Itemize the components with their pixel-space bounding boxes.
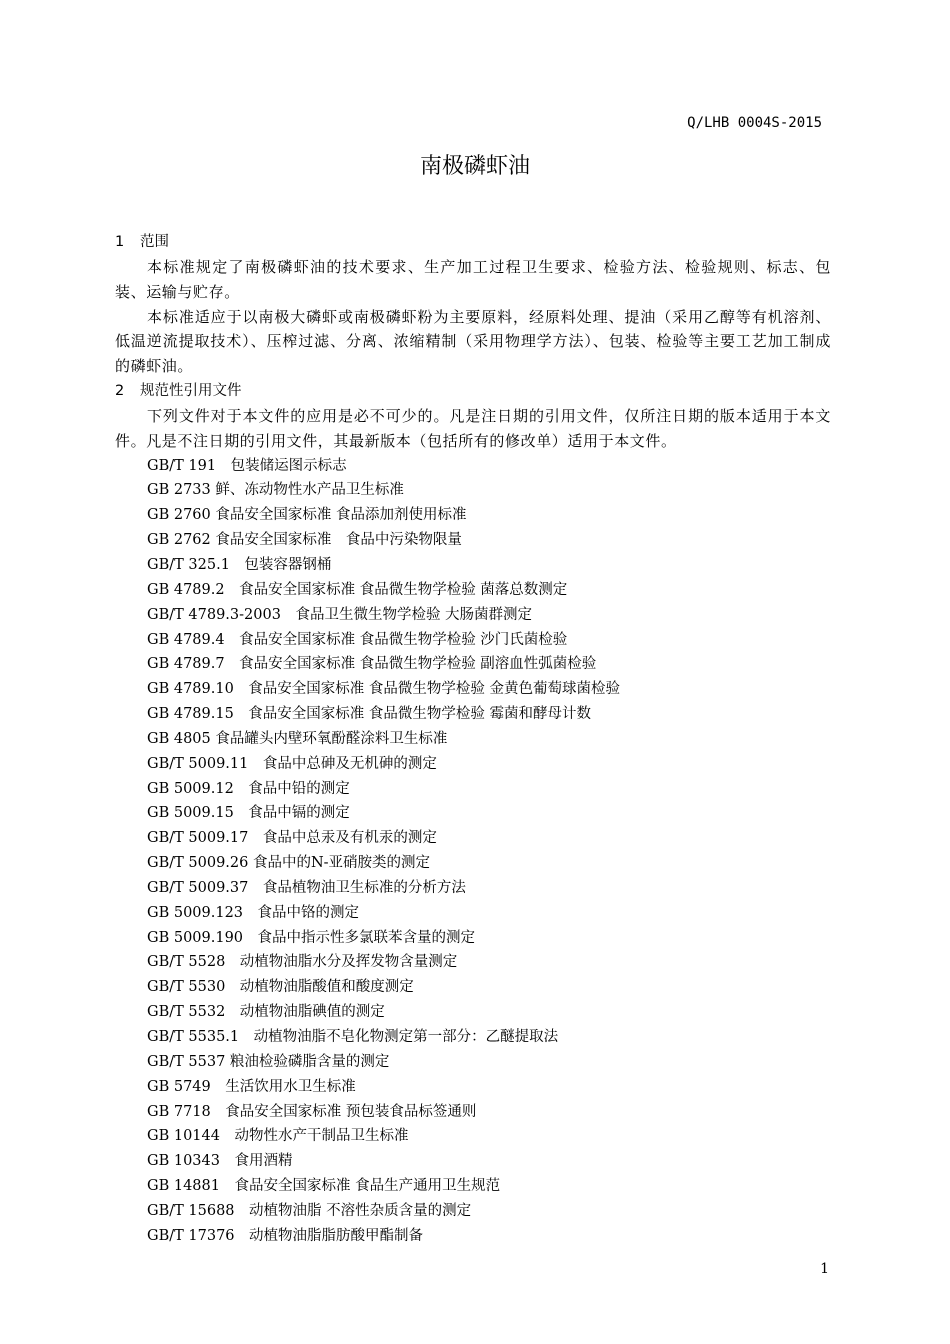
- reference-item: GB 2733 鲜、冻动物性水产品卫生标准: [147, 482, 404, 499]
- references-intro-paragraph: 下列文件对于本文件的应用是必不可少的。凡是注日期的引用文件，仅所注日期的版本适用于本文件。凡是不注日期的引用文件，其最新版本（包括所有的修改单）适用于本文件。: [115, 406, 831, 450]
- reference-item: GB 5009.123 食品中铬的测定: [147, 904, 360, 921]
- reference-item: GB 14881 食品安全国家标准 食品生产通用卫生规范: [147, 1178, 501, 1195]
- page-number: 1: [820, 1261, 829, 1277]
- reference-item: GB 2760 食品安全国家标准 食品添加剂使用标准: [147, 507, 467, 524]
- document-body: [115, 230, 831, 1249]
- document-code: Q/LHB 0004S-2015: [687, 115, 822, 131]
- reference-item: GB 4789.15 食品安全国家标准 食品微生物学检验 霉菌和酵母计数: [147, 706, 592, 723]
- reference-item: GB/T 17376 动植物油脂脂肪酸甲酯制备: [147, 1227, 424, 1244]
- reference-item: GB/T 4789.3-2003 食品卫生微生物学检验 大肠菌群测定: [147, 606, 533, 623]
- document-title: 南极磷虾油: [419, 154, 530, 179]
- reference-item: GB/T 5009.37 食品植物油卫生标准的分析方法: [147, 879, 466, 896]
- reference-item: GB/T 5535.1 动植物油脂不皂化物测定第一部分：乙醚提取法: [147, 1029, 559, 1045]
- section-heading-normative-references: [115, 379, 831, 404]
- reference-item: GB 5009.15 食品中镉的测定: [147, 805, 350, 822]
- section-number: 1: [115, 234, 125, 250]
- section-title: 范围: [140, 234, 169, 250]
- reference-item: GB/T 5528 动植物油脂水分及挥发物含量测定: [147, 954, 458, 971]
- reference-item: GB/T 5009.17 食品中总汞及有机汞的测定: [147, 830, 437, 847]
- reference-item: GB 7718 食品安全国家标准 预包装食品标签通则: [147, 1103, 477, 1120]
- reference-item: GB 10144 动物性水产干制品卫生标准: [147, 1128, 409, 1145]
- reference-item: GB/T 5537 粮油检验磷脂含量的测定: [147, 1053, 390, 1070]
- scope-paragraph: 本标准规定了南极磷虾油的技术要求、生产加工过程卫生要求、检验方法、检验规则、标志、包装、运输与贮存。: [115, 257, 831, 301]
- reference-item: GB 4789.4 食品安全国家标准 食品微生物学检验 沙门氏菌检验: [147, 631, 568, 648]
- reference-item: GB/T 5530 动植物油脂酸值和酸度测定: [147, 979, 414, 996]
- reference-item: GB 4805 食品罐头内壁环氧酚醛涂料卫生标准: [147, 730, 448, 747]
- reference-item: GB 2762 食品安全国家标准 食品中污染物限量: [147, 532, 462, 549]
- reference-item: GB 5749 生活饮用水卫生标准: [147, 1078, 356, 1095]
- reference-item: GB/T 5532 动植物油脂碘值的测定: [147, 1004, 385, 1021]
- reference-item: GB 5009.12 食品中铅的测定: [147, 780, 350, 797]
- reference-item: GB/T 325.1 包装容器钢桶: [147, 556, 332, 573]
- reference-item: GB/T 5009.26 食品中的N-亚硝胺类的测定: [147, 855, 431, 872]
- section-number: 2: [115, 383, 125, 400]
- reference-item: GB 4789.10 食品安全国家标准 食品微生物学检验 金黄色葡萄球菌检验: [147, 681, 621, 698]
- reference-item: GB/T 191 包装储运图示标志: [147, 457, 347, 474]
- reference-item: GB/T 15688 动植物油脂 不溶性杂质含量的测定: [147, 1202, 472, 1219]
- section-title: 规范性引用文件: [140, 383, 242, 400]
- reference-item: GB 4789.2 食品安全国家标准 食品微生物学检验 菌落总数测定: [147, 581, 568, 598]
- scope-paragraph: 本标准适应于以南极大磷虾或南极磷虾粉为主要原料，经原料处理、提油（采用乙醇等有机溶剂、低温逆流提取技术）、压榨过滤、分离、浓缩精制（采用物理学方法）、包装、检验等主要工艺加工制成的磷虾油。: [115, 307, 831, 376]
- section-heading-scope: [115, 230, 831, 255]
- reference-list: [115, 454, 831, 1249]
- reference-item: GB 10343 食用酒精: [147, 1153, 293, 1170]
- reference-item: GB 4789.7 食品安全国家标准 食品微生物学检验 副溶血性弧菌检验: [147, 656, 597, 673]
- reference-item: GB/T 5009.11 食品中总砷及无机砷的测定: [147, 755, 437, 772]
- reference-item: GB 5009.190 食品中指示性多氯联苯含量的测定: [147, 929, 476, 946]
